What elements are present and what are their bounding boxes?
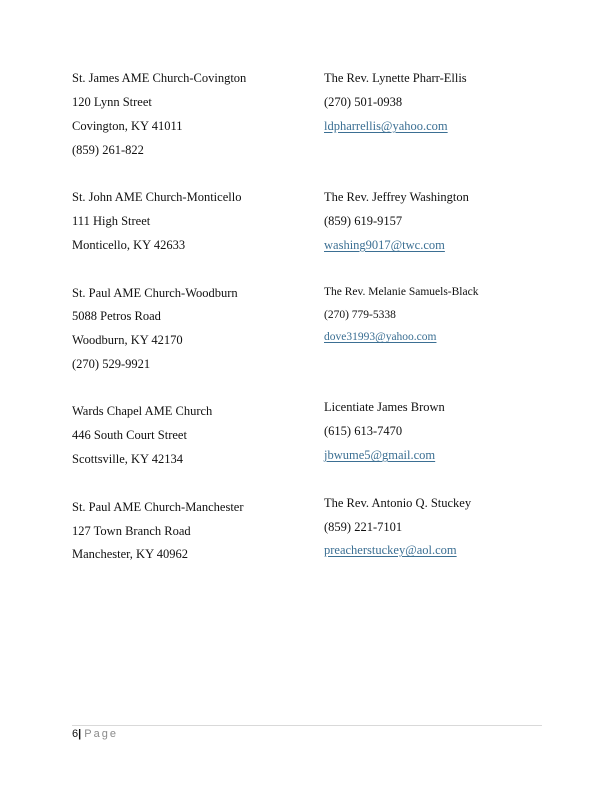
footer-divider (72, 725, 542, 726)
church-city: Woodburn, KY 42170 (72, 333, 183, 347)
church-city: Covington, KY 41011 (72, 119, 183, 133)
church-city: Monticello, KY 42633 (72, 238, 186, 252)
church-name: St. John AME Church-Monticello (72, 190, 242, 204)
pastor-name: The Rev. Melanie Samuels-Black (324, 286, 479, 298)
pastor-name: Licentiate James Brown (324, 400, 445, 414)
pastor-phone: (615) 613-7470 (324, 424, 403, 438)
pastor-email-link[interactable]: dove31993@yahoo.com (324, 331, 437, 343)
pastor-email-link[interactable]: ldpharrellis@yahoo.com (324, 119, 448, 133)
church-city: Scottsville, KY 42134 (72, 452, 183, 466)
pastor-phone: (270) 779-5338 (324, 309, 396, 321)
church-street: 446 South Court Street (72, 428, 187, 442)
church-phone: (270) 529-9921 (72, 357, 151, 371)
church-name: St. Paul AME Church-Manchester (72, 500, 244, 514)
footer-separator: | (78, 728, 82, 740)
church-name: St. James AME Church-Covington (72, 71, 247, 85)
page-label: Page (84, 728, 118, 740)
church-name: Wards Chapel AME Church (72, 404, 213, 418)
pastor-name: The Rev. Lynette Pharr-Ellis (324, 71, 467, 85)
church-city: Manchester, KY 40962 (72, 547, 189, 561)
church-street: 5088 Petros Road (72, 309, 161, 323)
pastor-email-link[interactable]: washing9017@twc.com (324, 238, 445, 252)
pastor-phone: (859) 221-7101 (324, 520, 403, 534)
church-street: 127 Town Branch Road (72, 524, 191, 538)
pastor-email-link[interactable]: jbwume5@gmail.com (324, 448, 436, 462)
church-phone: (859) 261-822 (72, 143, 144, 157)
pastor-email-link[interactable]: preacherstuckey@aol.com (324, 543, 457, 557)
pastor-name: The Rev. Jeffrey Washington (324, 190, 469, 204)
church-street: 120 Lynn Street (72, 95, 152, 109)
pastor-phone: (270) 501-0938 (324, 95, 403, 109)
church-name: St. Paul AME Church-Woodburn (72, 286, 238, 300)
pastor-name: The Rev. Antonio Q. Stuckey (324, 496, 472, 510)
pastor-phone: (859) 619-9157 (324, 214, 403, 228)
page-footer (72, 727, 118, 741)
page-number: 6 (72, 728, 79, 740)
church-street: 111 High Street (72, 214, 151, 228)
